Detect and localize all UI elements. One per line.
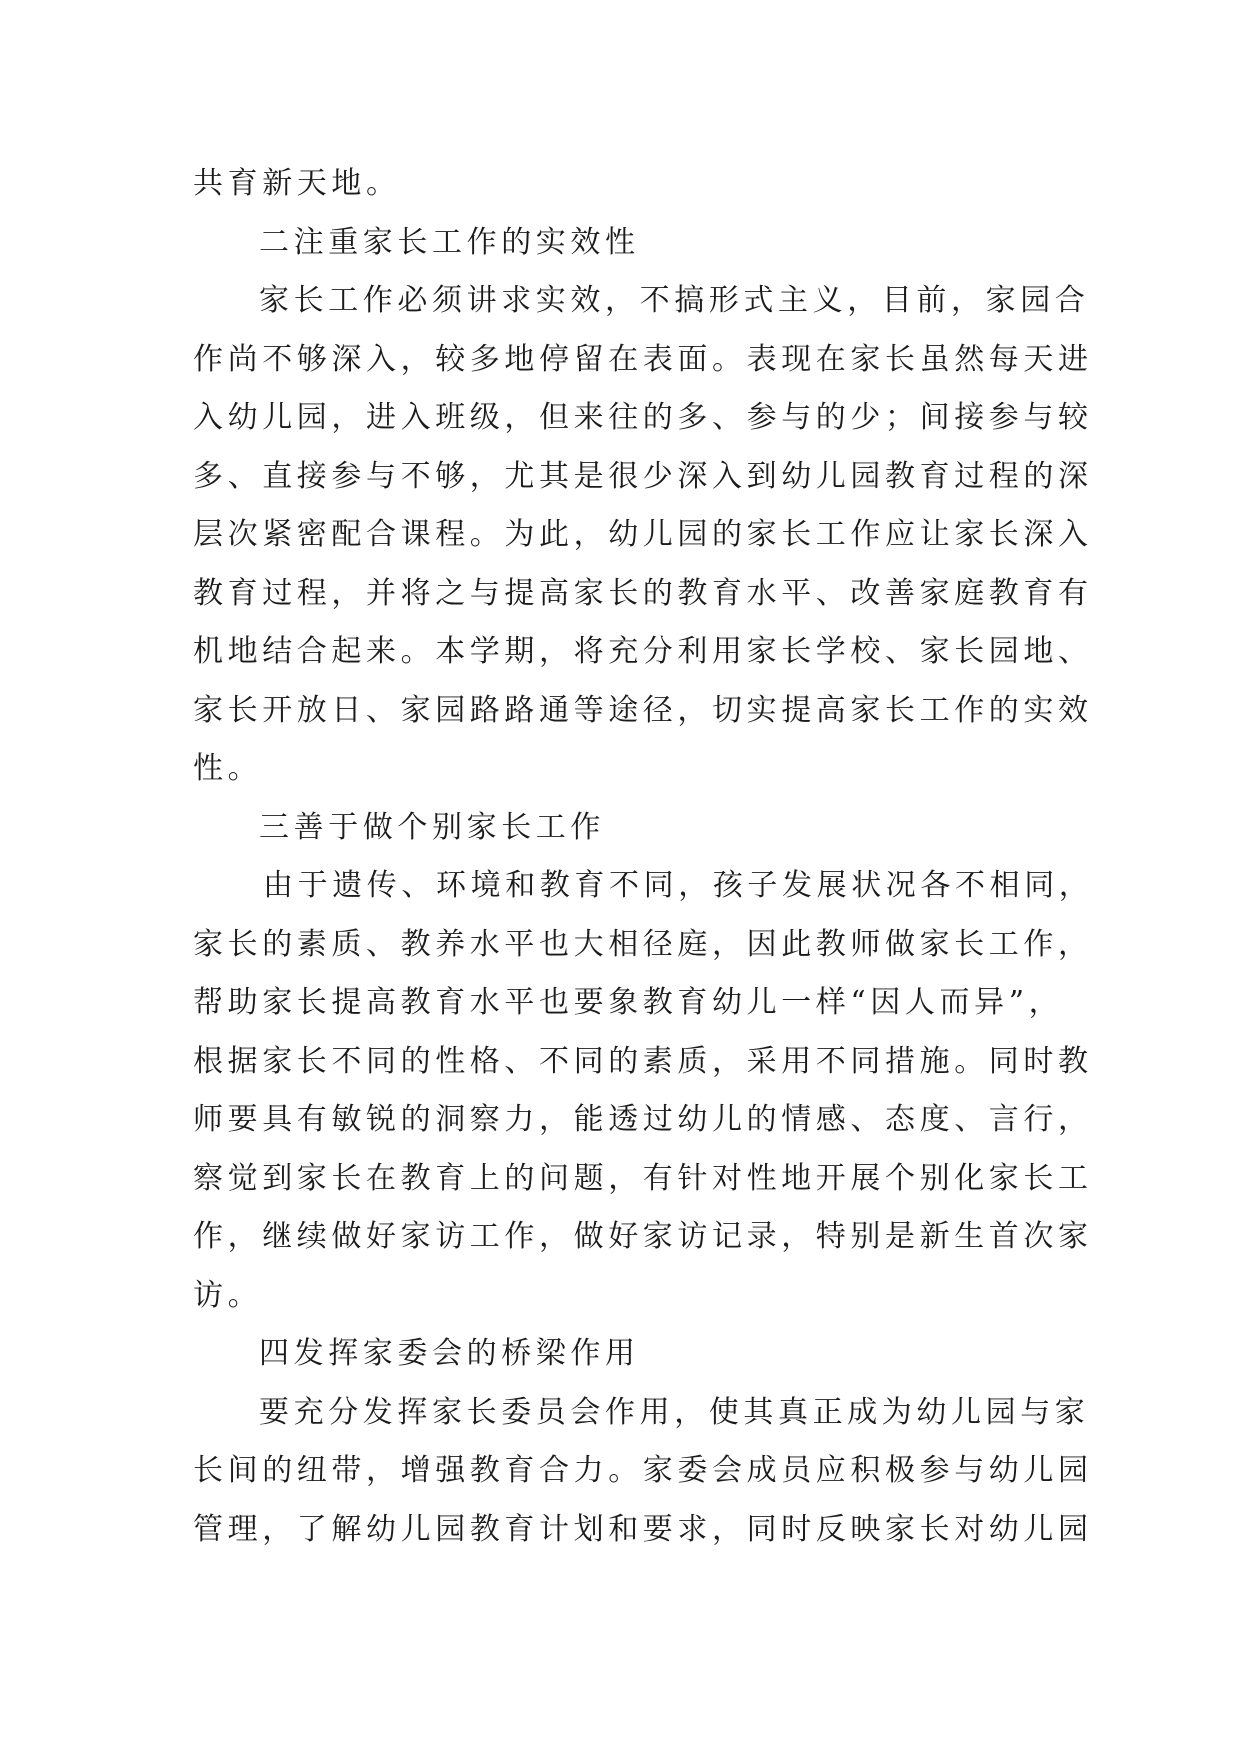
document-body [193,155,1093,1559]
text-line: 共育新天地。 [193,166,401,201]
section-heading-4: 四发挥家委会的桥梁作用 [259,1336,640,1371]
text-line: 察觉到家长在教育上的问题，有针对性地开展个别化家长工 [193,1160,1093,1196]
text-line: 家长开放日、家园路路通等途径，切实提高家长工作的实效 [193,692,1093,728]
text-line: 师要具有敏锐的洞察力，能透过幼儿的情感、态度、言行， [193,1102,1093,1137]
text-line: 作，继续做好家访工作，做好家访记录，特别是新生首次家 [193,1219,1093,1254]
text-line: 根据家长不同的性格、不同的素质，采用不同措施。同时教 [193,1043,1093,1079]
text-line: 作尚不够深入，较多地停留在表面。表现在家长虽然每天进 [193,341,1093,377]
text-line: 由于遗传、环境和教育不同，孩子发展状况各不相同， [263,868,1094,903]
text-line: 访。 [193,1277,263,1313]
text-line: 长间的纽带，增强教育合力。家委会成员应积极参与幼儿园 [193,1453,1093,1488]
text-line: 性。 [193,751,263,786]
text-line: 入幼儿园，进入班级，但来往的多、参与的少；间接参与较 [193,400,1093,435]
text-line: 教育过程，并将之与提高家长的教育水平、改善家庭教育有 [193,575,1093,611]
text-line: 家长工作必须讲求实效，不搞形式主义，目前，家园合 [259,283,1090,318]
text-line: 多、直接参与不够，尤其是很少深入到幼儿园教育过程的深 [193,458,1093,494]
text-line: 要充分发挥家长委员会作用，使其真正成为幼儿园与家 [259,1394,1090,1430]
text-line: 管理，了解幼儿园教育计划和要求，同时反映家长对幼儿园 [193,1511,1093,1547]
text-line: 家长的素质、教养水平也大相径庭，因此教师做家长工作， [193,926,1093,962]
section-heading-2: 二注重家长工作的实效性 [259,224,640,260]
text-line: 层次紧密配合课程。为此，幼儿园的家长工作应让家长深入 [193,517,1093,552]
text-line: 机地结合起来。本学期，将充分利用家长学校、家长园地、 [193,634,1093,669]
section-heading-3: 三善于做个别家长工作 [259,809,605,845]
text-line: 帮助家长提高教育水平也要象教育幼儿一样“因人而异”， [193,985,1064,1020]
